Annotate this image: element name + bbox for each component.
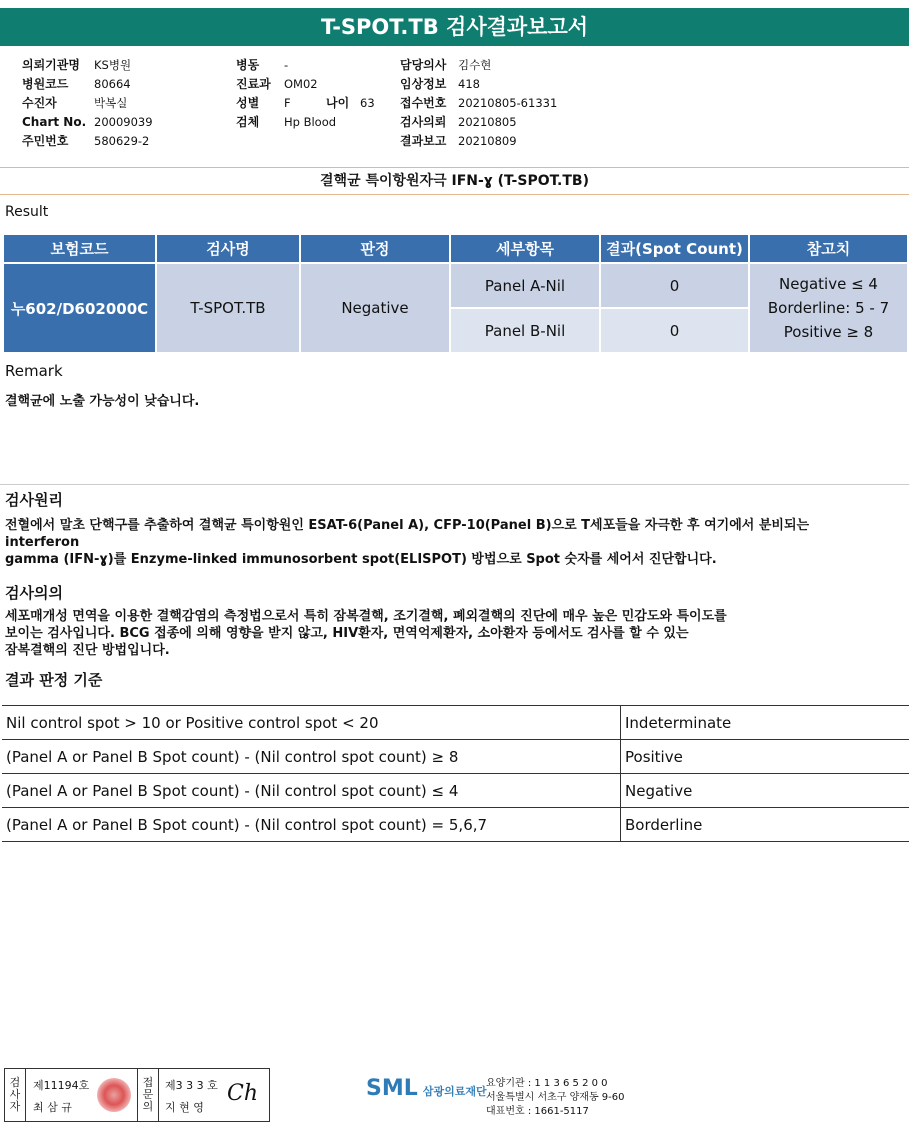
info-label: 주민번호: [22, 134, 69, 148]
info-label: 검사의뢰: [400, 115, 447, 129]
header-judgement: 판정: [301, 235, 449, 262]
info-column-3: [400, 56, 557, 151]
org-line: 대표번호 : 1661-5117: [486, 1106, 589, 1117]
info-label: 병동: [236, 58, 260, 72]
criteria-result: Negative: [621, 774, 909, 808]
criteria-row: [2, 774, 909, 808]
signature-box: [4, 1068, 270, 1122]
principle-heading: 검사원리: [5, 491, 63, 509]
criteria-row: [2, 740, 909, 774]
criteria-result: Indeterminate: [621, 706, 909, 740]
info-label: 결과보고: [400, 134, 447, 148]
header-spot-count: 결과(Spot Count): [601, 235, 748, 262]
info-value: OM02: [284, 77, 318, 91]
reference-line: Negative ≤ 4: [779, 275, 878, 293]
signature: Ch: [227, 1081, 259, 1106]
confirm-number: 제3 3 3 호: [165, 1079, 218, 1092]
criteria-condition: (Panel A or Panel B Spot count) - (Nil control spot count) ≥ 8: [2, 740, 621, 774]
header-detail-item: 세부항목: [451, 235, 599, 262]
logo-text: SML: [366, 1076, 418, 1101]
remark-heading: Remark: [5, 362, 63, 380]
criteria-result: Positive: [621, 740, 909, 774]
info-label: 성별: [236, 96, 260, 110]
result-row: [4, 264, 907, 307]
confirm-label: 접 문 의: [137, 1069, 159, 1121]
info-value: -: [284, 58, 289, 72]
info-value: 박복실: [94, 96, 128, 110]
header-insurance-code: 보험코드: [4, 235, 155, 262]
reference-line: Positive ≥ 8: [783, 323, 874, 341]
info-label: 접수번호: [400, 96, 447, 110]
info-value: 20009039: [94, 115, 153, 129]
test-name: T-SPOT.TB: [157, 264, 299, 352]
significance-line: 세포매개성 면역을 이용한 결핵감염의 측정법으로서 특히 잠복결핵, 조기결핵, 폐외결핵의 진단에 매우 높은 민감도와 특이도를: [5, 609, 727, 624]
info-value: 20210805: [458, 115, 517, 129]
criteria-condition: (Panel A or Panel B Spot count) - (Nil control spot count) = 5,6,7: [2, 808, 621, 842]
criteria-table: [2, 705, 909, 842]
insurance-code: 누602/D602000C: [4, 264, 155, 352]
info-label: 진료과: [236, 77, 271, 91]
organization-info: [486, 1077, 625, 1119]
info-value: 63: [360, 96, 375, 110]
section-title: 결핵균 특이항원자극 IFN-ɣ (T-SPOT.TB): [0, 167, 909, 195]
info-value: 418: [458, 77, 480, 91]
info-label: 검체: [236, 115, 260, 129]
logo-korean: 삼광의료재단: [422, 1085, 487, 1098]
org-line: 서울특별시 서초구 양재동 9-60: [486, 1092, 625, 1103]
info-value: Hp Blood: [284, 115, 337, 129]
header-test-name: 검사명: [157, 235, 299, 262]
criteria-heading: 결과 판정 기준: [5, 671, 103, 689]
reference-line: Borderline: 5 - 7: [767, 299, 890, 317]
principle-line: gamma (IFN-ɣ)를 Enzyme-linked immunosorbent spot(ELISPOT) 방법으로 Spot 숫자를 세어서 진단합니다.: [5, 552, 717, 567]
info-value: 80664: [94, 77, 131, 91]
spot-count: 0: [601, 309, 748, 352]
info-label: 수진자: [22, 96, 57, 110]
info-label: 임상정보: [400, 77, 447, 91]
info-label: 병원코드: [22, 77, 69, 91]
info-value: 20210805-61331: [458, 96, 558, 110]
judgement: Negative: [301, 264, 449, 352]
criteria-result: Borderline: [621, 808, 909, 842]
info-value: F: [284, 96, 291, 110]
info-label: Chart No.: [22, 115, 87, 129]
info-label: 담당의사: [400, 58, 447, 72]
inspector-name: 최 삼 규: [33, 1101, 72, 1114]
info-value: 580629-2: [94, 134, 150, 148]
result-table: [2, 233, 909, 354]
principle-line: 전혈에서 말초 단핵구를 추출하여 결핵균 특이항원인 ESAT-6(Panel A), CFP-10(Panel B)으로 T세포들을 자극한 후 여기에서 분비되는: [5, 518, 810, 533]
spot-count: 0: [601, 264, 748, 307]
result-header-row: [4, 235, 907, 262]
principle-text: [5, 517, 905, 568]
significance-line: 잠복결핵의 진단 방법입니다.: [5, 643, 170, 658]
org-line: 요양기관 : 1 1 3 6 5 2 0 0: [486, 1078, 608, 1089]
significance-text: [5, 608, 905, 659]
reference-range: [750, 264, 907, 352]
remark-text: 결핵균에 노출 가능성이 낮습니다.: [5, 394, 200, 409]
significance-line: 보이는 검사입니다. BCG 접종에 의해 영향을 받지 않고, HIV환자, 면역억제환자, 소아환자 등에서도 검사를 할 수 있는: [5, 626, 689, 641]
report-title: T-SPOT.TB 검사결과보고서: [0, 8, 909, 46]
info-label: 나이: [326, 96, 350, 110]
principle-line: interferon: [5, 535, 80, 550]
criteria-row: [2, 808, 909, 842]
significance-heading: 검사의의: [5, 584, 63, 602]
inspector-number: 제11194호: [33, 1079, 90, 1092]
criteria-condition: (Panel A or Panel B Spot count) - (Nil control spot count) ≤ 4: [2, 774, 621, 808]
official-seal-icon: [97, 1078, 131, 1112]
header-reference: 참고치: [750, 235, 907, 262]
info-value: KS병원: [94, 58, 132, 72]
detail-item: Panel B-Nil: [451, 309, 599, 352]
info-label: 의뢰기관명: [22, 58, 80, 72]
remark-section: [0, 356, 909, 485]
confirm-name: 지 현 영: [165, 1101, 204, 1114]
info-value: 김수현: [458, 58, 492, 72]
inspector-label: 검 사 자: [5, 1069, 26, 1121]
criteria-row: [2, 706, 909, 740]
criteria-condition: Nil control spot > 10 or Positive control spot < 20: [2, 706, 621, 740]
info-column-1: [22, 56, 153, 151]
detail-item: Panel A-Nil: [451, 264, 599, 307]
info-value: 20210809: [458, 134, 517, 148]
sml-logo: [366, 1076, 487, 1101]
result-label: Result: [5, 204, 49, 220]
info-column-2: [236, 56, 375, 132]
